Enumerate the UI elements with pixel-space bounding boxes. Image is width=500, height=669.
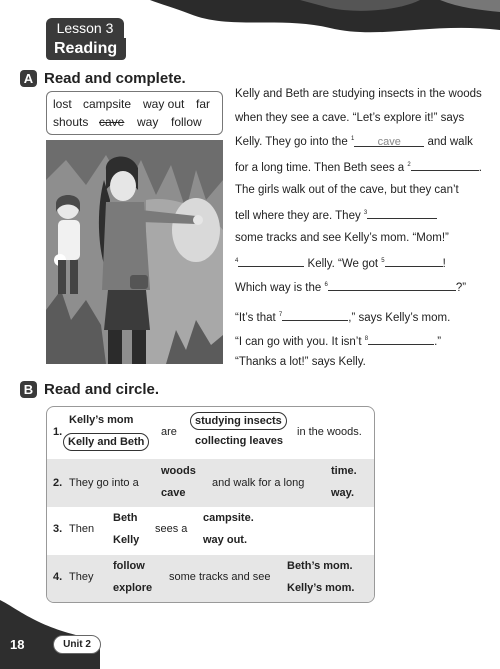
option-b1[interactable]: Beth’s mom. — [287, 560, 353, 572]
story-text: “I can go with you. It isn’t — [235, 336, 362, 348]
section-a-title: Read and complete. — [44, 70, 186, 87]
story-line-blank-8 — [235, 334, 441, 348]
answer-6-field[interactable] — [328, 280, 456, 291]
story-text: Which way is the — [235, 282, 322, 294]
row-mid-text: and walk for a long — [212, 477, 305, 489]
option-b2[interactable]: way out. — [203, 534, 248, 546]
unit-label: Unit 2 — [53, 635, 101, 654]
option-a2[interactable]: Kelly — [113, 534, 140, 546]
option-b1[interactable]: time. — [331, 465, 357, 477]
story-text: .” — [434, 336, 442, 348]
row-end-text: in the woods. — [297, 426, 362, 438]
row-number: 3. — [53, 523, 63, 535]
answer-2-field[interactable] — [411, 160, 479, 171]
word-bank — [46, 91, 223, 135]
blank-number: 6 — [324, 282, 328, 289]
story-text: Kelly. “We got — [307, 258, 379, 270]
row-number: 1. — [53, 426, 63, 438]
answer-3-field[interactable] — [367, 208, 437, 219]
row-pre-text: They go into a — [69, 477, 139, 489]
story-text: “It’s that — [235, 312, 276, 324]
story-text: Kelly. They go into the — [235, 136, 348, 148]
story-text: and walk — [427, 136, 473, 148]
blank-number: 3 — [363, 210, 368, 217]
option-a2[interactable]: cave — [161, 487, 186, 499]
row-mid-text: some tracks and see — [169, 571, 271, 583]
story-text: ! — [442, 258, 446, 270]
option-a1[interactable]: Kelly’s mom — [69, 414, 134, 426]
word-bank-item-crossed: cave — [99, 115, 125, 129]
row-mid-text: are — [161, 426, 177, 438]
story-line-blank-7 — [235, 310, 450, 324]
story-text: for a long time. Then Beth sees a — [235, 162, 405, 174]
word-bank-item: far — [196, 97, 211, 111]
story-text: ,” says Kelly’s mom. — [348, 312, 451, 324]
option-a1[interactable]: woods — [161, 465, 196, 477]
option-b2[interactable]: Kelly’s mom. — [287, 582, 355, 594]
word-bank-item: follow — [171, 115, 202, 129]
blank-number: 5 — [381, 258, 385, 265]
option-a1[interactable]: follow — [113, 560, 145, 572]
row-pre-text: They — [69, 571, 94, 583]
answer-5-field[interactable] — [385, 256, 443, 267]
story-text: ?” — [455, 282, 467, 294]
page-number: 18 — [10, 637, 25, 652]
lesson-label: Lesson 3 — [46, 18, 124, 39]
story-line-blank-1 — [235, 136, 473, 148]
story-text: tell where they are. They — [235, 210, 361, 222]
blank-number: 8 — [364, 336, 369, 343]
blank-number: 7 — [278, 312, 283, 319]
section-b-badge: B — [20, 381, 37, 398]
blank-number: 1 — [350, 136, 355, 143]
story-line: when they see a cave. “Let’s explore it!” says — [235, 112, 465, 124]
word-bank-item: way out — [143, 97, 185, 111]
cave-illustration — [46, 140, 223, 364]
option-b1-circled[interactable]: studying insects — [190, 412, 287, 430]
word-bank-item: campsite — [83, 97, 132, 111]
story-line-blank-4-5 — [235, 256, 446, 270]
answer-7-field[interactable] — [282, 310, 348, 321]
circle-exercise-table — [46, 406, 375, 603]
option-b2[interactable]: collecting leaves — [195, 435, 284, 447]
section-b-title: Read and circle. — [44, 381, 160, 398]
word-bank-item: lost — [53, 97, 72, 111]
section-a-badge: A — [20, 70, 37, 87]
row-mid-text: sees a — [155, 523, 188, 535]
story-line-blank-3 — [235, 208, 437, 222]
option-a1[interactable]: Beth — [113, 512, 138, 524]
story-line: Kelly and Beth are studying insects in the woods — [235, 88, 482, 100]
option-b2[interactable]: way. — [331, 487, 355, 499]
blank-number: 4 — [235, 258, 239, 265]
story-line-blank-2 — [235, 160, 482, 174]
exercise-row-4 — [47, 555, 374, 602]
blank-number: 2 — [407, 162, 411, 169]
row-number: 4. — [53, 571, 63, 583]
option-b1[interactable]: campsite. — [203, 512, 254, 524]
row-number: 2. — [53, 477, 63, 489]
story-text: . — [478, 162, 482, 174]
option-a2[interactable]: explore — [113, 582, 153, 594]
answer-1-filled: cave — [354, 136, 424, 147]
row-pre-text: Then — [69, 523, 95, 535]
section-heading: Reading — [46, 38, 126, 60]
story-line: some tracks and see Kelly’s mom. “Mom!” — [235, 232, 449, 244]
word-bank-item: shouts — [53, 115, 89, 129]
exercise-row-2 — [47, 459, 374, 507]
answer-8-field[interactable] — [368, 334, 434, 345]
story-line: “Thanks a lot!” says Kelly. — [235, 356, 366, 368]
word-bank-item: way — [137, 115, 159, 129]
option-a2-circled[interactable]: Kelly and Beth — [63, 433, 149, 451]
exercise-row-1 — [47, 407, 374, 459]
exercise-row-3 — [47, 507, 374, 555]
story-line: The girls walk out of the cave, but they can’t — [235, 184, 459, 196]
answer-4-field[interactable] — [238, 256, 304, 267]
story-line-blank-6 — [235, 280, 466, 294]
